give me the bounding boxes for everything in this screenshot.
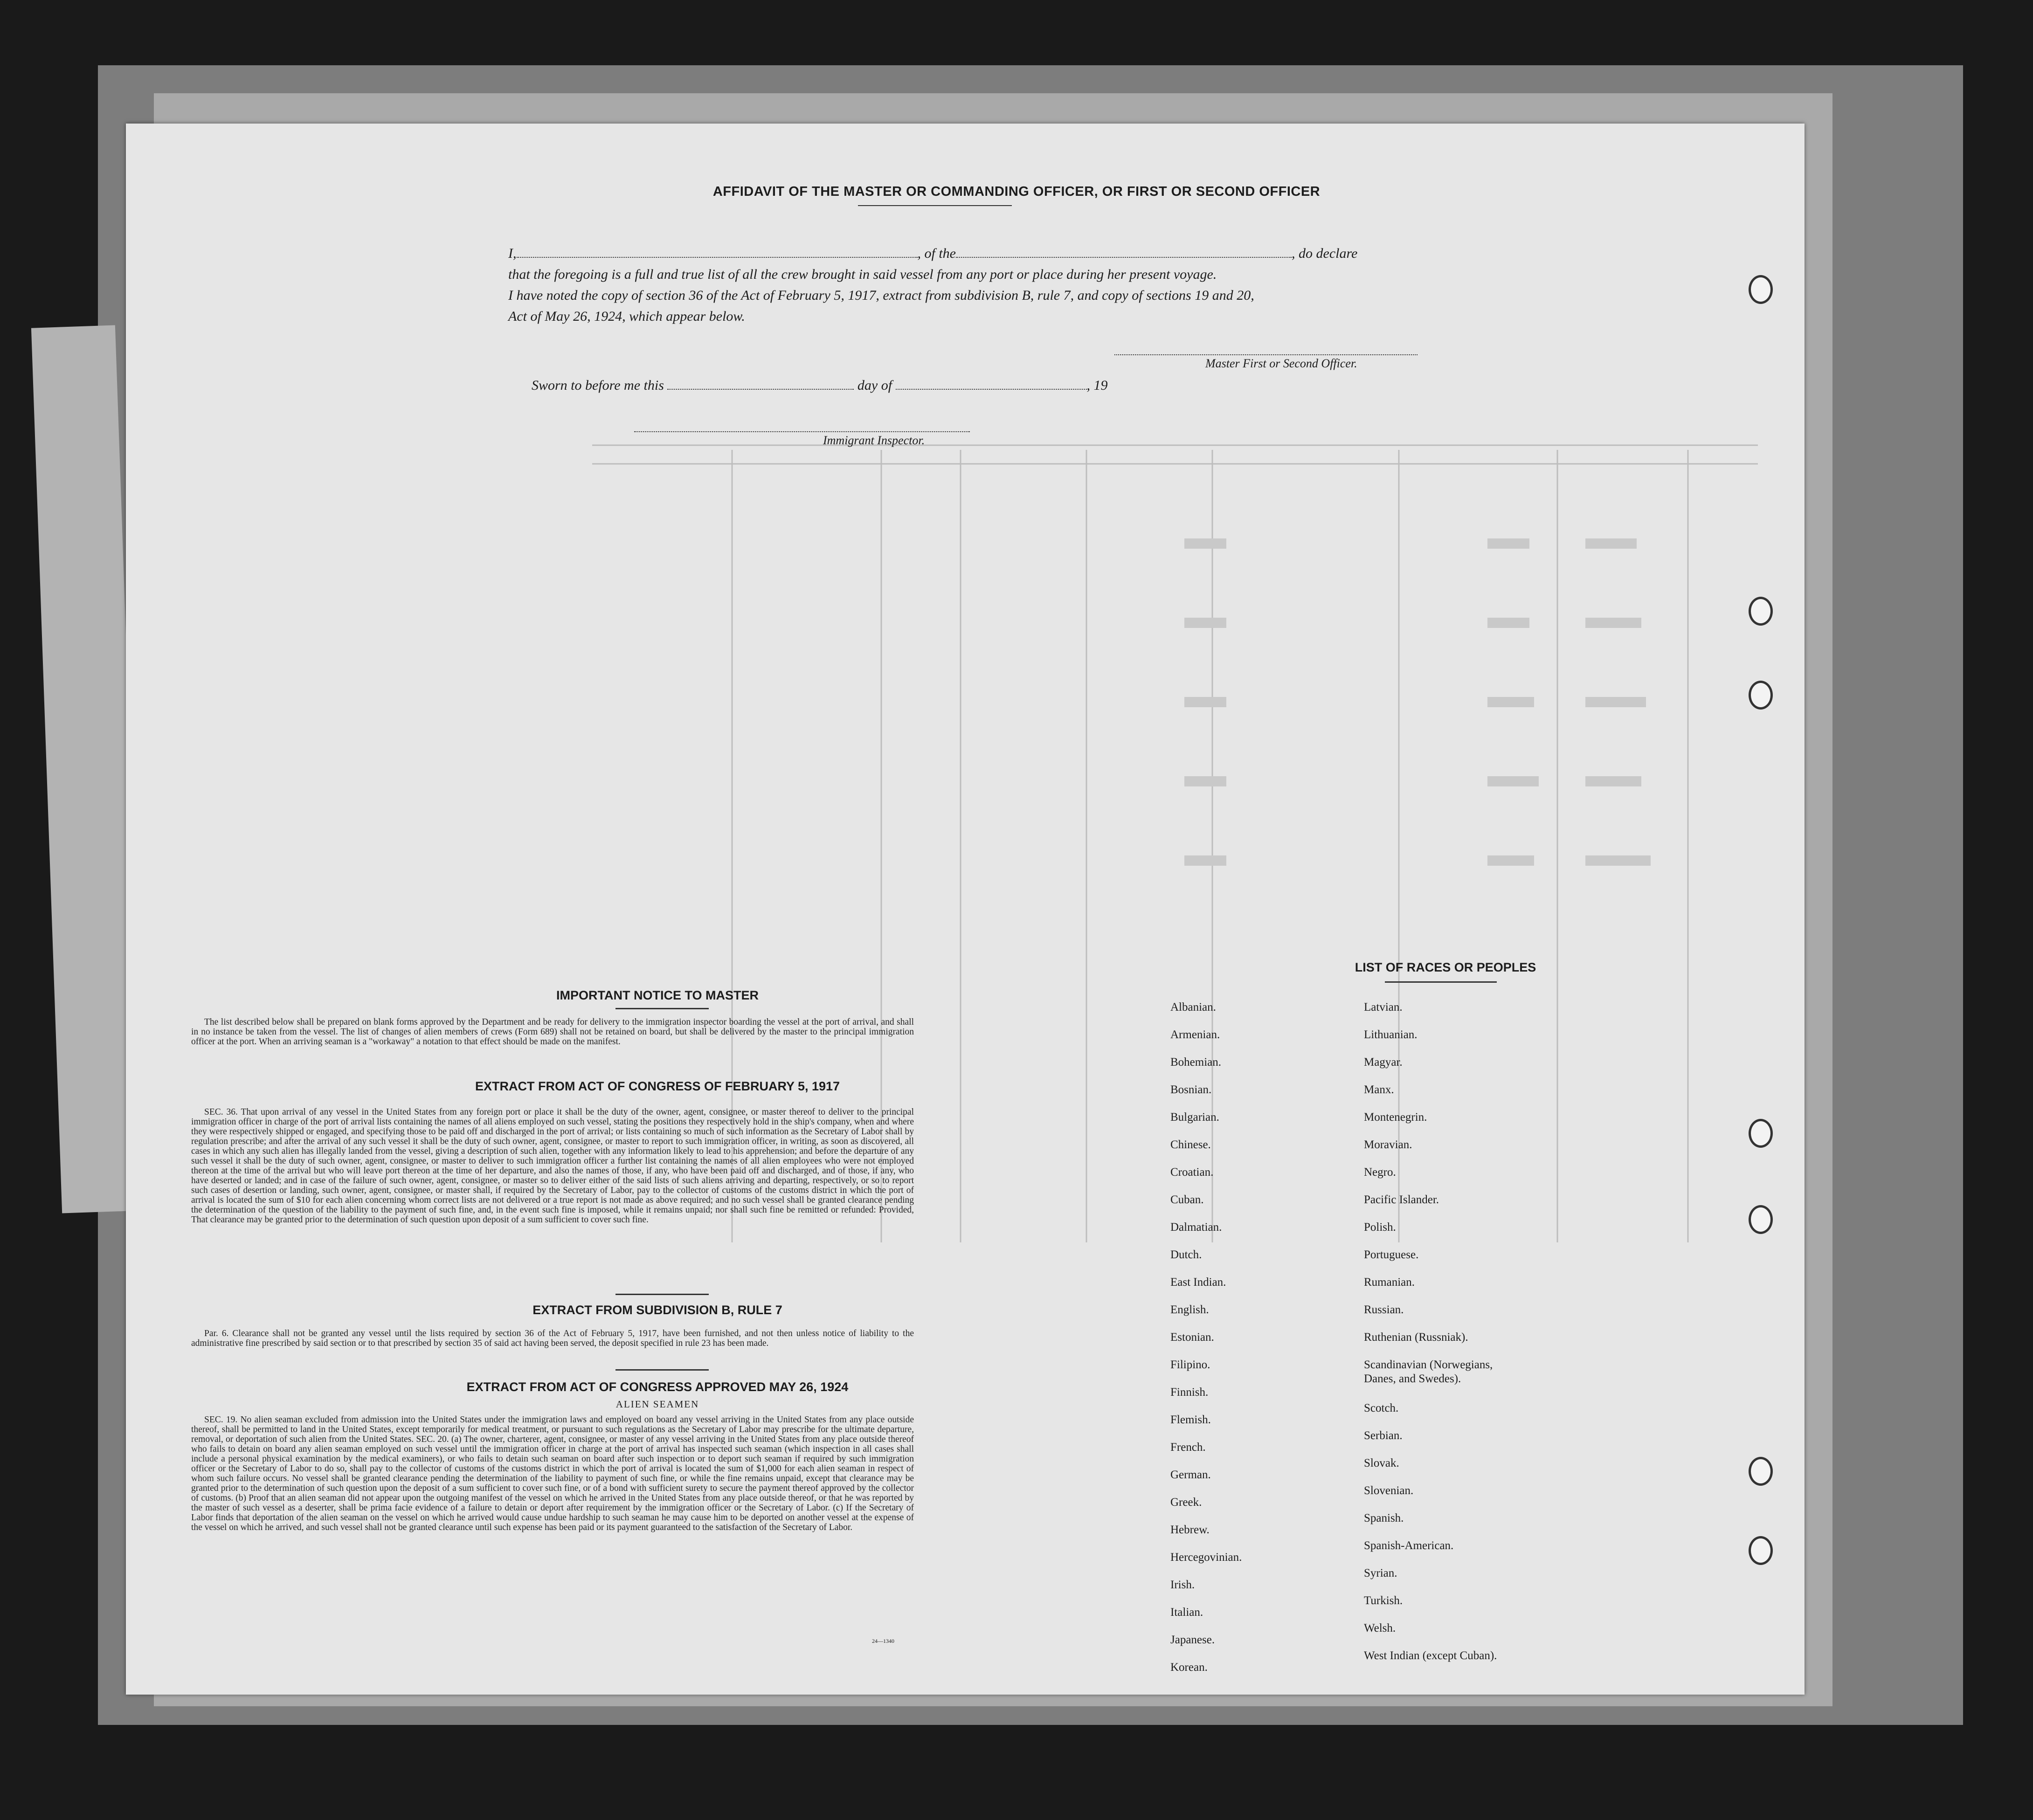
races-title: LIST OF RACES OR PEOPLES: [1355, 960, 1536, 974]
race-item: Irish.: [1170, 1579, 1195, 1591]
punch-hole: [1749, 1536, 1773, 1565]
race-item: Italian.: [1170, 1606, 1203, 1619]
races-rule: [1385, 981, 1497, 983]
rule7-title: EXTRACT FROM SUBDIVISION B, RULE 7: [532, 1303, 782, 1317]
alien-seamen-subtitle: ALIEN SEAMEN: [615, 1399, 699, 1410]
race-item: Syrian.: [1364, 1567, 1397, 1579]
race-item: Russian.: [1364, 1303, 1404, 1316]
race-item: Estonian.: [1170, 1331, 1214, 1344]
race-item: Hercegovinian.: [1170, 1551, 1242, 1564]
race-item: Slovenian.: [1364, 1484, 1414, 1497]
notice-text: The list described below shall be prepared on blank forms approved by the Department and be ready for delivery to the immigration inspector boarding the vessel at the port of arrival, and shall in no instance be taken from the vessel. The list of changes of alien members of crews (Form 689) shall not be retained on board, but shall be delivered by the master to the principal immigration officer at the port. When an arriving seaman is a "workaway" a notation to that effect should be made on the manifest.: [191, 1017, 914, 1047]
race-item: Croatian.: [1170, 1166, 1214, 1179]
race-item: Bohemian.: [1170, 1056, 1222, 1069]
race-item: Manx.: [1364, 1083, 1394, 1096]
race-item: Moravian.: [1364, 1138, 1412, 1151]
affidavit-title: AFFIDAVIT OF THE MASTER OR COMMANDING OFFICER, OR FIRST OR SECOND OFFICER: [712, 184, 1321, 199]
race-item: Lithuanian.: [1364, 1028, 1418, 1041]
race-item: Rumanian.: [1364, 1276, 1415, 1289]
rule7-rule: [615, 1369, 709, 1371]
race-item: Scandinavian (Norwegians,: [1364, 1358, 1493, 1371]
race-item: Finnish.: [1170, 1386, 1209, 1399]
name-blank[interactable]: [517, 246, 918, 258]
race-item: Chinese.: [1170, 1138, 1211, 1151]
race-item: Scotch.: [1364, 1402, 1399, 1414]
race-item: Korean.: [1170, 1661, 1208, 1674]
race-item: Polish.: [1364, 1221, 1396, 1234]
sworn-month-blank[interactable]: [896, 378, 1087, 390]
race-item: French.: [1170, 1441, 1206, 1454]
race-item: West Indian (except Cuban).: [1364, 1649, 1497, 1662]
race-item: Japanese.: [1170, 1634, 1215, 1646]
title-rule: [858, 205, 1012, 206]
race-item: Dalmatian.: [1170, 1221, 1222, 1234]
race-item: Portuguese.: [1364, 1248, 1419, 1261]
race-item: Slovak.: [1364, 1457, 1399, 1469]
vessel-blank[interactable]: [956, 246, 1292, 258]
rule7-text: Par. 6. Clearance shall not be granted any vessel until the lists required by section 36 of the Act of February 5, 1917, have been furnished, and not then unless notice of liability to the administrative fine prescribed by said section or to that prescribed by section 35 of said act having been served, the deposit specified in rule 23 has been made.: [191, 1329, 914, 1348]
race-item: Flemish.: [1170, 1413, 1211, 1426]
notice-rule: [615, 1008, 709, 1009]
race-item: Filipino.: [1170, 1358, 1210, 1371]
race-item: Latvian.: [1364, 1001, 1403, 1013]
punch-hole: [1749, 1205, 1773, 1234]
punch-hole: [1749, 1119, 1773, 1148]
notice-title: IMPORTANT NOTICE TO MASTER: [556, 988, 759, 1002]
race-item: Spanish.: [1364, 1512, 1404, 1524]
race-item: Pacific Islander.: [1364, 1193, 1439, 1206]
extract-1917-text: SEC. 36. That upon arrival of any vessel in the United States from any foreign port or place it shall be the duty of the owner, agent, consignee, or master thereof to deliver to the principal immigration officer in charge of the port of arrival lists containing the names of all aliens employed on such vessel, stating the positions they respectively hold in the ship's company, when and where they were respectively shipped or engaged, and specifying those to be paid off and discharged in the port of arrival; or lists containing so much of such information as the Secretary of Labor shall by regulation prescribe; and after the arrival of any such vessel it shall be the duty of such owner, agent, consignee, or master to report to such immigration officer, in writing, as soon as discovered, all cases in which any such alien has illegally landed from the vessel, giving a description of such alien, together with any information likely to lead to his apprehension; and before the departure of any such vessel it shall be the duty of such owner, agent, consignee, or master to deliver to such immigration officer a further list containing the names of all alien employees who were not employed thereon at the time of the arrival but who will leave port thereon at the time of her departure, and also the names of those, if any, who have been paid off and discharged, and of those, if any, who have deserted or landed; and in case of the failure of such owner, agent, consignee, or master so to deliver either of the said lists of such aliens arriving and departing, respectively, or so to report such cases of desertion or landing, such owner, agent, consignee, or master shall, if required by the Secretary of Labor, pay to the collector of customs of the customs district in which the port of arrival is located the sum of $10 for each alien concerning whom correct lists are not delivered or a true report is not made as above required; and no such vessel shall be granted clearance pending the determination of the question of the liability to the payment of such fine, and, in the event such fine is imposed, while it remains unpaid; nor shall such fine be remitted or refunded: Provided, That clearance may be granted prior to the determination of such question upon deposit of a sum sufficient to cover such fine.: [191, 1107, 914, 1225]
race-item: Hebrew.: [1170, 1524, 1210, 1536]
race-item: Cuban.: [1170, 1193, 1204, 1206]
inspector-signature-line[interactable]: [634, 431, 970, 432]
extract-1924-title: EXTRACT FROM ACT OF CONGRESS APPROVED MAY 26, 1924: [466, 1380, 849, 1394]
race-item: Ruthenian (Russniak).: [1364, 1331, 1468, 1344]
race-item: Welsh.: [1364, 1622, 1396, 1634]
punch-hole: [1749, 275, 1773, 304]
affidavit-line-3: I have noted the copy of section 36 of the Act of February 5, 1917, extract from subdivision B, rule 7, and copy of sections 19 and 20,: [508, 288, 1254, 303]
master-label: Master First or Second Officer.: [1205, 357, 1357, 370]
affidavit-line-4: Act of May 26, 1924, which appear below.: [508, 309, 745, 324]
race-item: Armenian.: [1170, 1028, 1220, 1041]
race-item: Serbian.: [1364, 1429, 1403, 1442]
punch-hole: [1749, 597, 1773, 626]
race-item: Spanish-American.: [1364, 1539, 1454, 1552]
race-item: East Indian.: [1170, 1276, 1226, 1289]
race-item: German.: [1170, 1468, 1211, 1481]
extract-1917-title: EXTRACT FROM ACT OF CONGRESS OF FEBRUARY 5, 1917: [475, 1079, 840, 1093]
race-item: Magyar.: [1364, 1056, 1403, 1069]
declaration-line: I, , of the , do declare: [508, 246, 1358, 261]
punch-hole: [1749, 681, 1773, 710]
extract-1924-text: SEC. 19. No alien seaman excluded from admission into the United States under the immigration laws and employed on board any vessel arriving in the United States from any place outside thereof, shall be permitted to land in the United States, except temporarily for medical treatment, or pursuant to such regulations as the Secretary of Labor may prescribe for the ultimate departure, removal, or deportation of such alien from the United States. SEC. 20. (a) The owner, charterer, agent, consignee, or master of any vessel arriving in the United States from any place outside thereof who fails to detain on board any alien seaman employed on such vessel until the immigration officer in charge at the port of arrival has inspected such seaman (which inspection in all cases shall include a personal physical examination by the medical examiners), or who fails to detain such seaman on board after such inspection or to deport such seaman if required by such immigration officer or the Secretary of Labor to do so, shall pay to the collector of customs of the customs district in which the port of arrival is located the sum of $1,000 for each alien seaman in respect of whom such failure occurs. No vessel shall be granted clearance pending the determination of the liability to payment of such fine, or while the fine remains unpaid, except that clearance may be granted prior to the determination of such question upon the deposit of a sum sufficient to cover such fine, or of a bond with sufficient surety to secure the payment thereof approved by the collector of customs. (b) Proof that an alien seaman did not appear upon the outgoing manifest of the vessel on which he arrived in the United States from any place outside thereof, or that he was reported by the master of such vessel as a deserter, shall be prima facie evidence of a failure to detain or deport after requirement by the immigration officer or the Secretary of Labor. (c) If the Secretary of Labor finds that deportation of the alien seaman on the vessel on which he arrived would cause undue hardship to such seaman he may cause him to be deported on another vessel at the expense of the vessel on which he arrived, and such vessel shall not be granted clearance until such expense has been paid or its payment guaranteed to the satisfaction of the Secretary of Labor.: [191, 1415, 914, 1532]
race-item: Greek.: [1170, 1496, 1202, 1509]
race-item: Bulgarian.: [1170, 1111, 1219, 1124]
race-item: Dutch.: [1170, 1248, 1202, 1261]
punch-hole: [1749, 1457, 1773, 1486]
extract-1917-rule: [615, 1294, 709, 1295]
race-item: Danes, and Swedes).: [1364, 1372, 1461, 1385]
race-item: Montenegrin.: [1364, 1111, 1427, 1124]
race-item: English.: [1170, 1303, 1209, 1316]
race-item: Albanian.: [1170, 1001, 1216, 1013]
master-signature-line[interactable]: [1114, 354, 1418, 355]
race-item: Bosnian.: [1170, 1083, 1212, 1096]
sworn-line: Sworn to before me this day of , 19: [532, 378, 1108, 393]
race-item: Negro.: [1364, 1166, 1396, 1179]
inspector-label: Immigrant Inspector.: [823, 434, 925, 447]
sworn-day-blank[interactable]: [667, 378, 854, 390]
form-number: 24—1340: [872, 1638, 894, 1644]
race-item: Turkish.: [1364, 1594, 1403, 1607]
affidavit-page: [126, 124, 1805, 1695]
affidavit-line-2: that the foregoing is a full and true list of all the crew brought in said vessel from any port or place during her present voyage.: [508, 267, 1217, 282]
